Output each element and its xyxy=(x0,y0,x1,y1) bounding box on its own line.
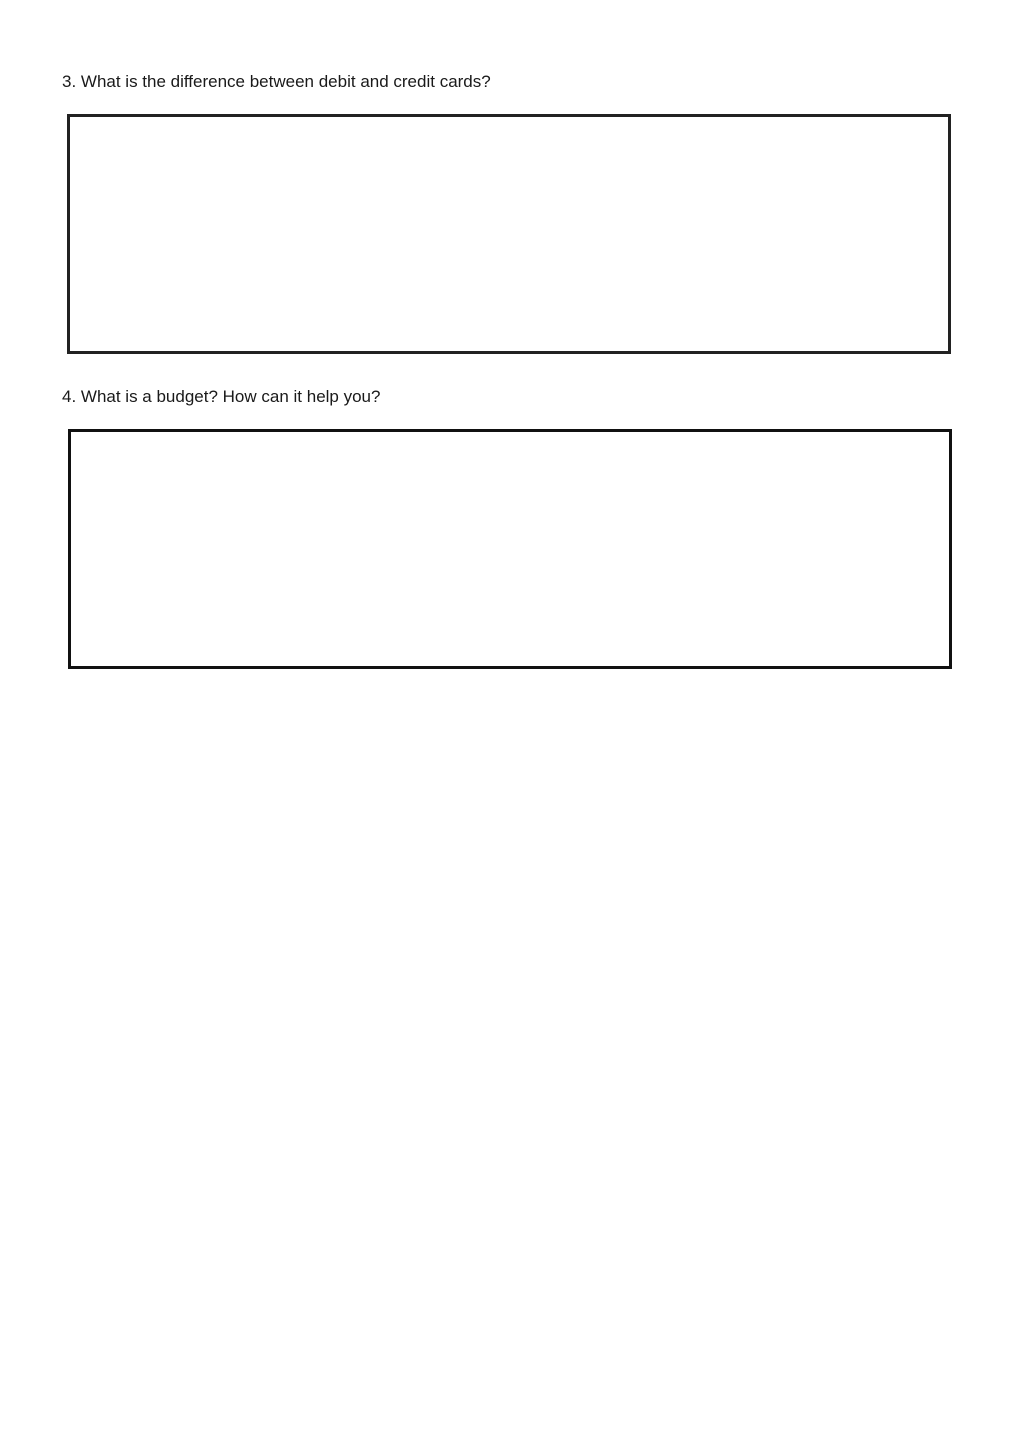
question-3-label: 3. What is the difference between debit and credit cards? xyxy=(62,72,491,91)
question-4-label: 4. What is a budget? How can it help you? xyxy=(62,387,381,406)
question-3-answer-box[interactable] xyxy=(67,114,951,354)
question-4-answer-box[interactable] xyxy=(68,429,952,669)
